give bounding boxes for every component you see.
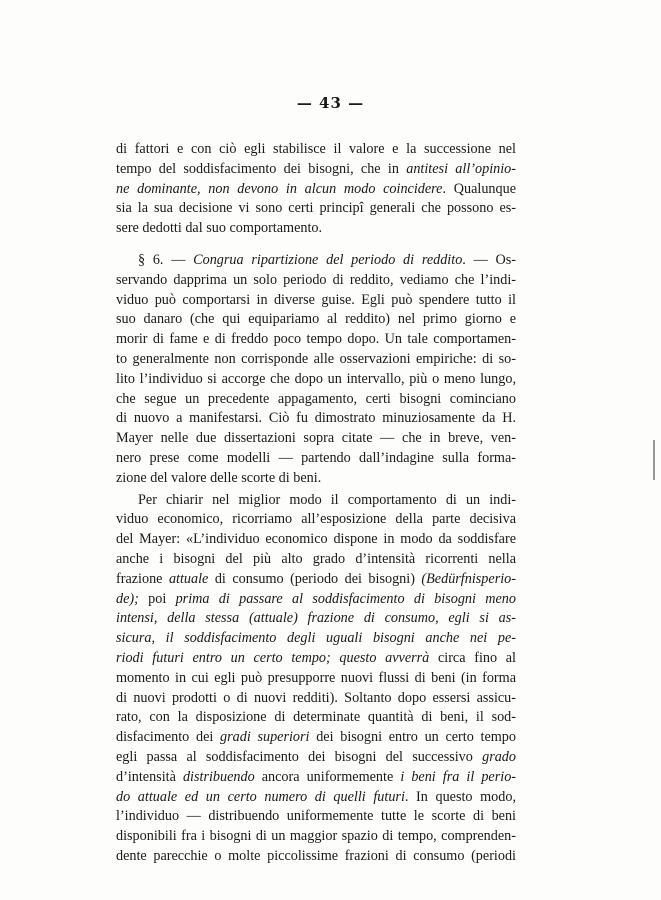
text-span: sere dedotti dal suo comportamento. (116, 220, 323, 237)
italic-span: riodi futuri entro un certo tempo; questo avverrà (116, 649, 430, 666)
text-line (116, 180, 516, 200)
text-line (116, 251, 516, 271)
italic-span: de); (116, 590, 149, 607)
text-span: disponibili fra i bisogni di un maggior spazio di tempo, comprenden- (116, 828, 516, 845)
text-span: zione del valore delle scorte di beni. (116, 469, 322, 486)
text-line (116, 449, 516, 469)
text-span: del Mayer: «L’individuo economico dispone in modo da soddisfare (116, 531, 516, 548)
text-line (116, 649, 516, 669)
text-line (116, 199, 516, 219)
italic-span: grado (482, 748, 516, 765)
text-span: frazione (116, 570, 169, 587)
text-line (116, 350, 516, 370)
text-line (116, 748, 516, 768)
text-line (116, 291, 516, 311)
text-line (116, 768, 516, 788)
text-span: servando dapprima un solo periodo di reddito, vediamo che l’indi- (116, 271, 516, 288)
text-line (116, 550, 516, 570)
text-line (116, 491, 516, 511)
body-text (116, 140, 516, 867)
text-span: poi (148, 590, 176, 607)
text-span: rato, con la disposizione di determinate quantità di beni, il sod- (116, 709, 516, 726)
text-span: anche i bisogni del più alto grado d’intensità ricorrenti nella (116, 550, 516, 567)
text-span: . Qualunque (442, 180, 516, 197)
text-span: Per chiarir nel miglior modo il comportamento di un indi- (138, 491, 516, 508)
text-line (116, 788, 516, 808)
paragraph-gap (116, 239, 516, 251)
italic-span: antitesi all’opinio- (406, 160, 516, 177)
italic-span: (Bedürfnisperio- (421, 570, 516, 587)
page-number: — 43 — (296, 94, 365, 112)
text-line (116, 590, 516, 610)
text-span: di fattori e con ciò egli stabilisce il valore e la successione nel (116, 141, 516, 157)
text-line (116, 370, 516, 390)
text-line (116, 310, 516, 330)
italic-span: i beni fra il perio- (400, 768, 517, 785)
text-line (116, 271, 516, 291)
text-line (116, 827, 516, 847)
text-span: circa fino al (429, 649, 516, 666)
italic-span: distribuendo (182, 768, 255, 785)
text-line (116, 219, 516, 239)
text-span: suo danaro (che qui equipariamo al reddito) nel primo giorno e (116, 311, 516, 328)
text-span: viduo economico, ricorriamo all’esposizione della parte decisiva (116, 511, 516, 528)
italic-span: prima di passare al soddisfacimento di bisogni meno (175, 590, 516, 607)
text-span: ancora uniformemente (254, 768, 401, 785)
text-line (116, 669, 516, 689)
text-line (116, 629, 516, 649)
text-span: che segue un precedente appagamento, certi bisogni cominciano (116, 390, 516, 407)
text-line (116, 847, 516, 867)
text-span: momento in cui egli può presupporre nuovi flussi di beni (in forma (116, 669, 516, 686)
text-span: di nuovo a manifestarsi. Ciò fu dimostrato minuziosamente da H. (116, 410, 516, 427)
text-span: tempo del soddisfacimento dei bisogni, che in (116, 160, 407, 177)
text-span: d’intensità (116, 768, 183, 785)
text-span: dei bisogni entro un certo tempo (309, 729, 516, 746)
text-line (116, 330, 516, 350)
paragraph (116, 491, 516, 867)
text-span: § 6. — (138, 251, 194, 268)
text-line (116, 530, 516, 550)
text-line (116, 390, 516, 410)
text-span: egli passa al soddisfacimento dei bisogni del successivo (116, 748, 483, 765)
italic-span: sicura, il soddisfacimento degli uguali bisogni anche nei pe- (116, 630, 516, 647)
paragraph (116, 251, 516, 489)
text-line (116, 689, 516, 709)
text-span: Mayer nelle due dissertazioni sopra citate — che in breve, ven- (116, 430, 516, 447)
text-span: dente parecchie o molte piccolissime frazioni di consumo (periodi (116, 847, 516, 864)
text-span: morir di fame e di freddo poco tempo dopo. Un tale comportamen- (116, 331, 516, 348)
text-line (116, 807, 516, 827)
italic-span: intensi, della stessa (attuale) frazione di consumo, egli si as- (116, 610, 516, 627)
text-span: . — Os- (462, 251, 517, 268)
text-line (116, 728, 516, 748)
text-line (116, 160, 516, 180)
text-span: nero prese come modelli — partendo dall’indagine sulla forma- (116, 449, 516, 466)
text-span: lito l’individuo si accorge che dopo un intervallo, più o meno lungo, (116, 370, 516, 387)
text-span: sia la sua decisione vi sono certi principî generali che possono es- (116, 200, 516, 217)
italic-span: Congrua ripartizione del periodo di reddito (193, 251, 463, 268)
text-line (116, 570, 516, 590)
text-line (116, 140, 516, 160)
italic-span: gradi superiori (220, 729, 310, 746)
paragraph (116, 140, 516, 239)
text-span: l’individuo — distribuendo uniformemente tutte le scorte di beni (116, 808, 516, 825)
text-span: viduo può comportarsi in diverse guise. Egli può spendere tutto il (116, 291, 516, 308)
text-line (116, 708, 516, 728)
text-span: . In questo modo, (404, 788, 516, 805)
text-line (116, 609, 516, 629)
text-line (116, 469, 516, 489)
text-span: di consumo (periodo dei bisogni) (208, 570, 422, 587)
text-span: to generalmente non corrisponde alle osservazioni empiriche: di so- (116, 350, 516, 367)
italic-span: do attuale ed un certo numero di quelli futuri (116, 788, 405, 805)
text-line (116, 409, 516, 429)
text-line (116, 429, 516, 449)
italic-span: attuale (168, 570, 209, 587)
text-line (116, 510, 516, 530)
text-span: disfacimento dei (116, 729, 221, 746)
italic-span: ne dominante, non devono in alcun modo coincidere (116, 180, 443, 197)
scan-edge-mark (653, 440, 655, 480)
text-span: di nuovi prodotti o di nuovi redditi). Soltanto dopo essersi assicu- (116, 689, 516, 706)
